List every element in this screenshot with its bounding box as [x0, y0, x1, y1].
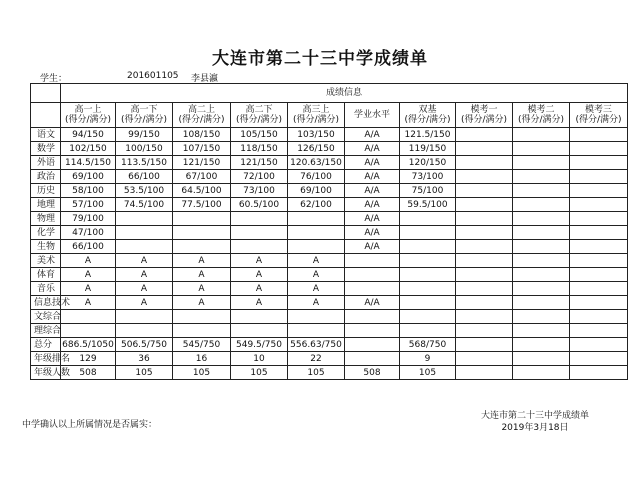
- score-cell: 47/100: [61, 226, 116, 240]
- column-title: 学业水平: [353, 110, 390, 120]
- score-cell: A: [116, 282, 173, 296]
- score-cell: [570, 198, 628, 212]
- table-row: [31, 254, 628, 268]
- score-cell: A/A: [345, 296, 400, 310]
- score-cell: [570, 338, 628, 352]
- score-cell: A/A: [345, 240, 400, 254]
- score-cell: [456, 268, 513, 282]
- score-cell: 57/100: [61, 198, 116, 212]
- score-cell: 66/100: [61, 240, 116, 254]
- score-cell: 58/100: [61, 184, 116, 198]
- score-cell: [513, 240, 570, 254]
- score-cell: [456, 142, 513, 156]
- score-cell: 120.63/150: [288, 156, 345, 170]
- school-signature: [460, 410, 610, 434]
- table-row: [31, 212, 628, 226]
- column-header: [345, 103, 400, 128]
- score-cell: [513, 170, 570, 184]
- score-cell: [345, 352, 400, 366]
- score-cell: [61, 310, 116, 324]
- score-cell: [513, 352, 570, 366]
- student-name: 李县瀛: [191, 74, 219, 84]
- score-cell: 114.5/150: [61, 156, 116, 170]
- score-cell: 105: [288, 366, 345, 380]
- score-cell: [288, 226, 345, 240]
- score-cell: [116, 226, 173, 240]
- score-cell: [570, 268, 628, 282]
- score-cell: [456, 254, 513, 268]
- score-cell: 36: [116, 352, 173, 366]
- score-cell: A: [173, 254, 231, 268]
- score-cell: 120/150: [400, 156, 456, 170]
- score-cell: [570, 170, 628, 184]
- column-subtitle: (得分/满分): [178, 115, 225, 125]
- score-cell: [288, 324, 345, 338]
- score-cell: 105: [173, 366, 231, 380]
- score-cell: 72/100: [231, 170, 288, 184]
- score-cell: A: [231, 268, 288, 282]
- score-cell: [570, 184, 628, 198]
- score-cell: 9: [400, 352, 456, 366]
- score-cell: A: [231, 296, 288, 310]
- score-cell: [400, 282, 456, 296]
- grades-table: [30, 83, 628, 380]
- score-cell: [570, 142, 628, 156]
- score-cell: 556.63/750: [288, 338, 345, 352]
- score-cell: [173, 212, 231, 226]
- score-cell: 103/150: [288, 128, 345, 142]
- confirmation-note: 中学确认以上所属情况是否属实：: [22, 420, 158, 430]
- table-row: [31, 184, 628, 198]
- score-cell: 76/100: [288, 170, 345, 184]
- score-cell: A/A: [345, 212, 400, 226]
- score-cell: 126/150: [288, 142, 345, 156]
- table-row: [31, 156, 628, 170]
- score-cell: A: [231, 254, 288, 268]
- score-cell: [456, 352, 513, 366]
- table-row: [31, 240, 628, 254]
- column-subtitle: (得分/满分): [64, 115, 112, 125]
- score-cell: 105: [231, 366, 288, 380]
- subject-label: 美术: [31, 254, 61, 268]
- column-subtitle: (得分/满分): [575, 115, 622, 125]
- score-cell: 69/100: [288, 184, 345, 198]
- column-header: [61, 103, 116, 128]
- column-header: [231, 103, 288, 128]
- score-cell: [173, 324, 231, 338]
- score-cell: [173, 226, 231, 240]
- score-cell: [456, 324, 513, 338]
- score-cell: [345, 324, 400, 338]
- score-cell: [456, 128, 513, 142]
- table-row: [31, 324, 628, 338]
- score-cell: [513, 366, 570, 380]
- table-row: [31, 142, 628, 156]
- score-cell: 118/150: [231, 142, 288, 156]
- column-subtitle: (得分/满分): [292, 115, 340, 125]
- corner-cell: [31, 84, 61, 103]
- score-cell: 77.5/100: [173, 198, 231, 212]
- score-cell: [456, 184, 513, 198]
- score-cell: [570, 310, 628, 324]
- subject-label: 生物: [31, 240, 61, 254]
- table-row: [31, 198, 628, 212]
- column-header: [456, 103, 513, 128]
- score-cell: [456, 156, 513, 170]
- column-title: 高一下: [130, 105, 158, 115]
- score-cell: A: [116, 296, 173, 310]
- score-cell: [231, 240, 288, 254]
- score-cell: [513, 184, 570, 198]
- subject-label: 音乐: [31, 282, 61, 296]
- subject-label: 地理: [31, 198, 61, 212]
- subject-label: 年级人数: [31, 366, 61, 380]
- score-cell: A: [288, 282, 345, 296]
- column-title: 高二下: [245, 105, 273, 115]
- score-cell: [570, 240, 628, 254]
- score-cell: [400, 296, 456, 310]
- score-cell: [288, 240, 345, 254]
- column-title: 高二上: [187, 105, 215, 115]
- score-cell: [231, 310, 288, 324]
- table-row: [31, 268, 628, 282]
- table-row: [31, 128, 628, 142]
- score-cell: [456, 226, 513, 240]
- score-cell: [513, 310, 570, 324]
- score-cell: [513, 282, 570, 296]
- score-cell: 506.5/750: [116, 338, 173, 352]
- score-cell: [61, 324, 116, 338]
- score-cell: [231, 324, 288, 338]
- score-cell: 545/750: [173, 338, 231, 352]
- score-cell: [513, 338, 570, 352]
- score-cell: [570, 254, 628, 268]
- subject-label: 化学: [31, 226, 61, 240]
- score-cell: 568/750: [400, 338, 456, 352]
- score-cell: [513, 198, 570, 212]
- score-cell: [173, 310, 231, 324]
- score-cell: A/A: [345, 198, 400, 212]
- score-cell: A/A: [345, 128, 400, 142]
- score-cell: [116, 310, 173, 324]
- score-cell: [456, 338, 513, 352]
- score-cell: 73/100: [231, 184, 288, 198]
- subject-label: 信息技术: [31, 296, 61, 310]
- score-cell: A/A: [345, 170, 400, 184]
- score-cell: [400, 226, 456, 240]
- score-cell: [400, 240, 456, 254]
- score-cell: 67/100: [173, 170, 231, 184]
- score-cell: [400, 268, 456, 282]
- score-cell: 79/100: [61, 212, 116, 226]
- score-cell: [456, 310, 513, 324]
- score-cell: A: [288, 296, 345, 310]
- score-cell: A: [173, 296, 231, 310]
- score-cell: [345, 310, 400, 324]
- score-cell: 22: [288, 352, 345, 366]
- score-cell: 686.5/1050: [62, 339, 114, 350]
- score-cell: 62/100: [288, 198, 345, 212]
- column-title: 模考二: [527, 105, 555, 115]
- score-cell: 508: [345, 366, 400, 380]
- score-cell: 75/100: [400, 184, 456, 198]
- column-subtitle: (得分/满分): [460, 115, 508, 125]
- score-cell: 99/150: [116, 128, 173, 142]
- score-cell: 102/150: [61, 142, 116, 156]
- score-cell: [456, 198, 513, 212]
- subject-label: 物理: [31, 212, 61, 226]
- score-cell: [116, 212, 173, 226]
- score-cell: 105: [400, 366, 456, 380]
- score-cell: 66/100: [116, 170, 173, 184]
- subject-label: 语文: [31, 128, 61, 142]
- column-title: 双基: [418, 105, 437, 115]
- score-cell: [513, 142, 570, 156]
- score-cell: 16: [173, 352, 231, 366]
- score-cell: 129: [61, 352, 116, 366]
- column-header: [173, 103, 231, 128]
- subject-label: 历史: [31, 184, 61, 198]
- score-cell: 10: [231, 352, 288, 366]
- score-cell: 94/150: [61, 128, 116, 142]
- subject-label: 文综合: [31, 310, 61, 324]
- column-subtitle: (得分/满分): [404, 115, 451, 125]
- score-cell: 108/150: [173, 128, 231, 142]
- score-cell: [456, 366, 513, 380]
- score-cell: [456, 212, 513, 226]
- column-header: [288, 103, 345, 128]
- student-id: 201601105: [127, 71, 179, 81]
- column-header: [570, 103, 628, 128]
- table-row: [31, 366, 628, 380]
- score-cell: [513, 254, 570, 268]
- score-cell: [570, 128, 628, 142]
- score-cell: 105/150: [231, 128, 288, 142]
- score-cell: [513, 268, 570, 282]
- table-row: [31, 282, 628, 296]
- score-cell: A: [173, 268, 231, 282]
- score-cell: 121/150: [231, 156, 288, 170]
- score-cell: 121.5/150: [400, 128, 456, 142]
- score-cell: 100/150: [116, 142, 173, 156]
- score-cell: 64.5/100: [173, 184, 231, 198]
- table-row: [31, 226, 628, 240]
- score-cell: [513, 296, 570, 310]
- score-cell: 119/150: [400, 142, 456, 156]
- column-title: 高三上: [302, 105, 330, 115]
- score-cell: [513, 212, 570, 226]
- score-cell: 113.5/150: [116, 156, 173, 170]
- score-cell: [570, 156, 628, 170]
- score-cell: 74.5/100: [116, 198, 173, 212]
- subject-label: 外语: [31, 156, 61, 170]
- score-cell: A: [231, 282, 288, 296]
- score-cell: A: [61, 268, 116, 282]
- score-cell: [116, 240, 173, 254]
- score-cell: [400, 310, 456, 324]
- issue-date: 2019年3月18日: [501, 423, 569, 433]
- score-cell: [288, 310, 345, 324]
- score-cell: [513, 324, 570, 338]
- subject-label: 政治: [31, 170, 61, 184]
- score-cell: [456, 282, 513, 296]
- column-title: 模考一: [470, 105, 498, 115]
- subject-label: 体育: [31, 268, 61, 282]
- score-cell: [116, 324, 173, 338]
- score-cell: [231, 212, 288, 226]
- score-cell: A: [116, 254, 173, 268]
- score-cell: 59.5/100: [400, 198, 456, 212]
- score-cell: 105: [116, 366, 173, 380]
- subject-label: 年级排名: [31, 352, 61, 366]
- score-cell: A: [288, 268, 345, 282]
- score-cell: [570, 296, 628, 310]
- column-header: [400, 103, 456, 128]
- score-cell: [345, 282, 400, 296]
- score-cell: [513, 226, 570, 240]
- column-header: [116, 103, 173, 128]
- table-row: [31, 352, 628, 366]
- table-row: [31, 310, 628, 324]
- score-cell: [456, 240, 513, 254]
- score-cell: [570, 282, 628, 296]
- page-title: 大连市第二十三中学成绩单: [212, 49, 428, 69]
- score-cell: [570, 366, 628, 380]
- score-cell: A: [288, 254, 345, 268]
- score-cell: [570, 352, 628, 366]
- table-row: [31, 296, 628, 310]
- subject-label: 总分: [31, 338, 61, 352]
- score-cell: [513, 156, 570, 170]
- column-subtitle: (得分/满分): [517, 115, 565, 125]
- score-cell: [288, 212, 345, 226]
- score-cell: A: [61, 254, 116, 268]
- student-label: 学生：: [40, 74, 68, 84]
- score-cell: A: [61, 282, 116, 296]
- score-cell: [513, 128, 570, 142]
- table-row: [31, 170, 628, 184]
- column-header: [513, 103, 570, 128]
- score-cell: 121/150: [173, 156, 231, 170]
- score-cell: 69/100: [61, 170, 116, 184]
- score-cell: 53.5/100: [116, 184, 173, 198]
- column-title: 模考三: [585, 105, 613, 115]
- school-name: 大连市第二十三中学成绩单: [480, 411, 589, 421]
- score-cell: 73/100: [400, 170, 456, 184]
- score-cell: 549.5/750: [231, 338, 288, 352]
- score-cell: [345, 268, 400, 282]
- score-cell: [400, 212, 456, 226]
- column-title: 高一上: [74, 105, 102, 115]
- table-row: [31, 338, 628, 352]
- score-cell: A: [173, 282, 231, 296]
- score-cell: A/A: [345, 184, 400, 198]
- score-cell: A/A: [345, 142, 400, 156]
- score-cell: [345, 254, 400, 268]
- score-cell: [456, 296, 513, 310]
- score-cell: 60.5/100: [231, 198, 288, 212]
- score-cell: [570, 212, 628, 226]
- score-cell: [345, 338, 400, 352]
- column-subtitle: (得分/满分): [235, 115, 283, 125]
- column-subtitle: (得分/满分): [120, 115, 168, 125]
- score-cell: [570, 226, 628, 240]
- score-cell: 107/150: [173, 142, 231, 156]
- section-header: 成绩信息: [61, 84, 628, 103]
- score-cell: A: [61, 296, 116, 310]
- subject-label: 数学: [31, 142, 61, 156]
- score-cell: [173, 240, 231, 254]
- subject-label: 理综合: [31, 324, 61, 338]
- score-cell: [400, 324, 456, 338]
- score-cell: A: [116, 268, 173, 282]
- score-cell: 508: [61, 366, 116, 380]
- score-cell: [570, 324, 628, 338]
- score-cell: [456, 170, 513, 184]
- score-cell: A/A: [345, 226, 400, 240]
- score-cell: A/A: [345, 156, 400, 170]
- subject-header-blank: [31, 103, 61, 128]
- score-cell: [400, 254, 456, 268]
- score-cell: [231, 226, 288, 240]
